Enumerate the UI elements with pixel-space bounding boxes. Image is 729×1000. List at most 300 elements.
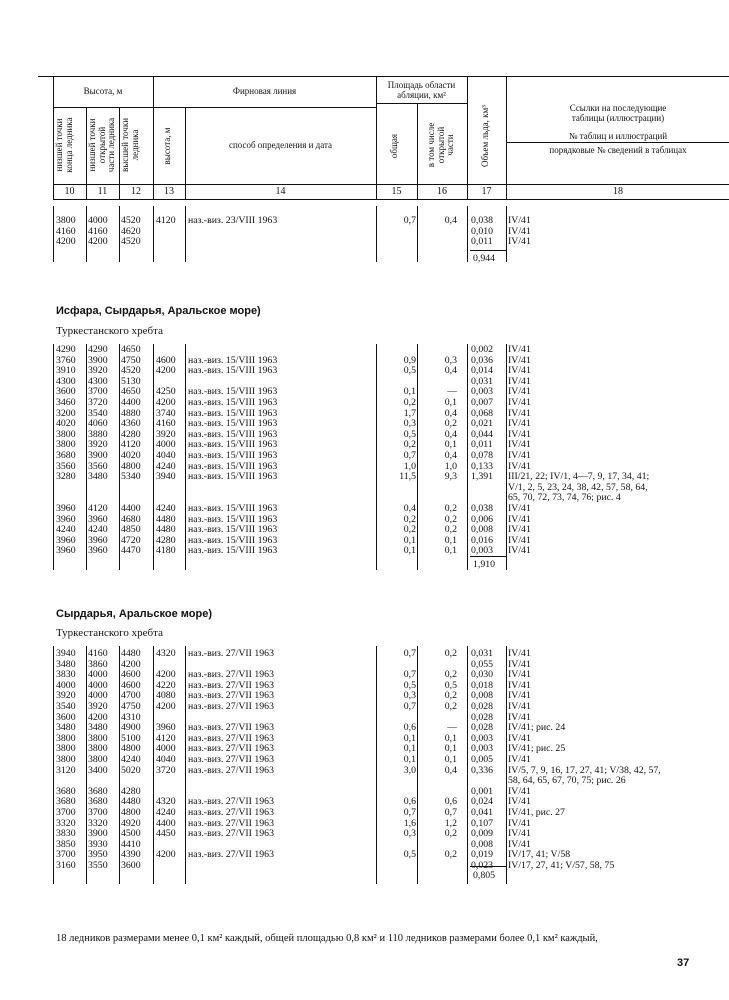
cell-col16: 0,4 [444, 407, 457, 419]
cell-col17: 0,028 [471, 701, 494, 712]
cell-col16: 0,4 [444, 365, 457, 377]
cell-col15: 0,2 [403, 524, 416, 536]
cell-col13: 4200 [156, 397, 176, 408]
cell-col10: 4240 [56, 524, 76, 536]
cell-col18: III/21, 22; IV/1, 4—7, 9, 17, 34, 41; [508, 471, 650, 483]
cell-col16: 0,2 [444, 690, 457, 702]
cell-col15: 0,5 [403, 428, 416, 440]
column-divider [417, 344, 418, 570]
cell-col16: 0,3 [444, 354, 457, 366]
cell-col15: 0,7 [403, 701, 416, 712]
cell-col13: 4240 [156, 807, 176, 818]
cell-col11: 3920 [88, 365, 108, 377]
table-row [0, 797, 729, 808]
table-row [0, 691, 729, 702]
cell-col16: 0,4 [444, 215, 457, 226]
cell-col10: 3830 [56, 669, 76, 681]
cell-col17: 0,336 [471, 764, 494, 776]
cell-col17: 0,078 [471, 450, 494, 461]
cell-col10: 3600 [56, 386, 76, 398]
table-row [0, 536, 729, 547]
cell-col13: 4400 [156, 817, 176, 829]
cell-col12: 4920 [121, 817, 141, 829]
cell-col13: 4280 [156, 534, 176, 546]
cell-col18: IV/41 [508, 418, 531, 430]
cell-col14: наз.-виз. 23/VIII 1963 [188, 215, 278, 226]
cell-col16: 0,2 [444, 513, 457, 525]
col-number: 16 [437, 186, 447, 197]
cell-col17: 0,007 [471, 397, 494, 408]
cell-col15: 0,7 [403, 648, 416, 659]
cell-col13: 4480 [156, 524, 176, 536]
block3-total: 0,805 [473, 870, 496, 881]
cell-col16: 0,2 [444, 669, 457, 681]
cell-col15: 0,5 [403, 849, 416, 861]
cell-col15: 0,3 [403, 828, 416, 840]
cell-col14: наз.-виз. 15/VIII 1963 [188, 460, 278, 472]
cell-col17: 0,006 [471, 513, 494, 525]
table-row [0, 387, 729, 398]
cell-col14: наз.-виз. 15/VIII 1963 [188, 524, 278, 536]
cell-col15: 0,4 [403, 503, 416, 514]
cell-col18: IV/41 [508, 524, 531, 536]
cell-col10: 3320 [56, 817, 76, 829]
cell-col18: IV/41 [508, 460, 531, 472]
cell-col11: 3550 [88, 860, 108, 871]
cell-col10: 4200 [56, 236, 76, 248]
cell-col11: 3680 [88, 796, 108, 808]
cell-col14: наз.-виз. 27/VII 1963 [188, 743, 274, 755]
cell-col17: 0,011 [471, 236, 493, 248]
cell-col15: 1,7 [403, 407, 416, 419]
cell-col16: 0,1 [444, 545, 457, 557]
cell-col15: 0,5 [403, 679, 416, 691]
col11-header: низшей точки открытой части ледника [87, 117, 116, 173]
cell-col11: 3800 [88, 732, 108, 744]
cell-col15: 11,5 [399, 471, 416, 483]
cell-col17: 1,391 [471, 471, 494, 483]
col-number: 17 [481, 186, 492, 197]
cell-col12: 4520 [121, 215, 141, 226]
cell-col11: 4240 [88, 524, 108, 536]
column-divider [153, 206, 154, 262]
firn-group-label: Фирновая линия [232, 86, 297, 96]
col-number: 13 [164, 186, 174, 197]
cell-col13: 3940 [156, 471, 176, 483]
cell-col11: 3680 [88, 785, 108, 797]
cell-col18: IV/41 [508, 658, 531, 670]
cell-col12: 4470 [121, 545, 141, 557]
cell-col15: 0,6 [403, 796, 416, 808]
cell-col16: 0,1 [444, 732, 457, 744]
cell-col13: 4180 [156, 545, 176, 557]
column-divider [185, 344, 186, 570]
cell-col12: 4850 [121, 524, 141, 536]
cell-col12: 4400 [121, 397, 141, 408]
cell-col11: 3960 [88, 534, 108, 546]
cell-col13: 4200 [156, 365, 176, 377]
cell-col10: 3800 [56, 215, 76, 226]
column-divider [86, 344, 87, 570]
cell-col18: IV/41 [508, 225, 531, 237]
cell-col15: 0,3 [403, 690, 416, 702]
col17-header: Объем льда, км³ [480, 105, 490, 167]
col-number: 18 [613, 186, 623, 197]
cell-col17: 0,028 [471, 711, 494, 723]
cell-col13: 4120 [156, 732, 176, 744]
cell-col11: 4000 [88, 669, 108, 681]
cell-col10: 3480 [56, 722, 76, 734]
cell-col18: IV/41 [508, 732, 531, 744]
cell-col18: IV/41 [508, 817, 531, 829]
column-divider [185, 646, 186, 884]
cell-col14: наз.-виз. 27/VII 1963 [188, 679, 274, 691]
cell-col13: 4450 [156, 828, 176, 840]
cell-col15: 0,9 [403, 354, 416, 366]
cell-col18: IV/41 [508, 344, 531, 355]
col10-header: низшей точки конца ледника [54, 117, 74, 173]
cell-col11: 3700 [88, 807, 108, 818]
column-divider [467, 344, 468, 570]
cell-col12: 4800 [121, 460, 141, 472]
cell-col13: 4250 [156, 386, 176, 398]
column-divider [119, 206, 120, 262]
cell-col10: 3480 [56, 658, 76, 670]
cell-col16: 0,4 [444, 428, 457, 440]
cell-col10: 3280 [56, 471, 76, 483]
col-number: 12 [131, 186, 141, 197]
cell-col18: IV/41; рис. 24 [508, 722, 566, 734]
cell-col10: 3460 [56, 397, 76, 408]
cell-col15: 1,0 [403, 460, 416, 472]
cell-col12: 5100 [121, 732, 141, 744]
column-divider [119, 344, 120, 570]
cell-col16: — [447, 386, 457, 398]
area-group-label-2: абляции, км² [397, 90, 446, 100]
table-row [0, 366, 729, 377]
cell-col14: наз.-виз. 27/VII 1963 [188, 764, 274, 776]
cell-col12: 4400 [121, 503, 141, 514]
cell-col18: IV/41 [508, 354, 531, 366]
cell-col12: 4520 [121, 365, 141, 377]
cell-col18: IV/41 [508, 545, 531, 557]
cell-col10: 3680 [56, 785, 76, 797]
height-group-label: Высота, м [83, 86, 123, 96]
cell-col13: 4200 [156, 669, 176, 681]
column-divider [153, 646, 154, 884]
cell-col11: 4000 [88, 679, 108, 691]
cell-col13: 3740 [156, 407, 176, 419]
cell-col10: 3800 [56, 732, 76, 744]
cell-col14: наз.-виз. 27/VII 1963 [188, 754, 274, 765]
table-row [0, 734, 729, 745]
cell-col17: 0,014 [471, 365, 494, 377]
cell-col15: 3,0 [403, 764, 416, 776]
cell-col14: наз.-виз. 15/VIII 1963 [188, 545, 278, 557]
cell-col12: 4240 [121, 754, 141, 765]
section3-subtitle: Туркестанского хребта [56, 627, 163, 639]
cell-col13: 4480 [156, 513, 176, 525]
cell-col17: 0,024 [471, 796, 494, 808]
cell-col10: 3200 [56, 407, 76, 419]
cell-col13: 4160 [156, 418, 176, 430]
table-row [0, 808, 729, 819]
cell-col10: 3800 [56, 743, 76, 755]
cell-col13: 4220 [156, 679, 176, 691]
cell-col12: 4600 [121, 669, 141, 681]
cell-col10: 3960 [56, 503, 76, 514]
column-divider [417, 206, 418, 262]
cell-col18: V/1, 2, 5, 23, 24, 38, 42, 57, 58, 64, [508, 481, 648, 493]
col12-header: высшей точки ледника [120, 117, 140, 173]
col15-header: общая [389, 133, 399, 159]
table-row [0, 419, 729, 430]
cell-col15: 0,7 [403, 807, 416, 818]
cell-col15: 0,2 [403, 439, 416, 451]
cell-col11: 4160 [88, 225, 108, 237]
cell-col10: 3600 [56, 711, 76, 723]
cell-col16: 0,4 [444, 764, 457, 776]
cell-col11: 3900 [88, 828, 108, 840]
cell-col11: 4000 [88, 690, 108, 702]
cell-col13: 4320 [156, 796, 176, 808]
table-row [0, 227, 729, 238]
cell-col12: 4360 [121, 418, 141, 430]
cell-col14: наз.-виз. 27/VII 1963 [188, 722, 274, 734]
table-row [0, 398, 729, 409]
cell-col18: IV/41 [508, 428, 531, 440]
cell-col14: наз.-виз. 27/VII 1963 [188, 807, 274, 818]
cell-col16: 0,4 [444, 450, 457, 461]
cell-col17: 0,068 [471, 407, 494, 419]
cell-col17: 0,133 [471, 460, 494, 472]
section2-subtitle: Туркестанского хребта [56, 325, 163, 337]
cell-col14: наз.-виз. 15/VIII 1963 [188, 534, 278, 546]
header-bottom-rule [53, 199, 729, 200]
cell-col18: IV/41 [508, 439, 531, 451]
cell-col13: 4000 [156, 439, 176, 451]
cell-col16: 0,1 [444, 754, 457, 765]
cell-col17: 0,019 [471, 849, 494, 861]
cell-col18: IV/41 [508, 375, 531, 387]
footnote: 18 ледников размерами менее 0,1 км² каждый, общей площадью 0,8 км² и 110 ледников размерами более 0,1 км² каждый, [56, 933, 598, 944]
cell-col11: 3860 [88, 658, 108, 670]
cell-col15: 1,6 [403, 817, 416, 829]
table-row [0, 356, 729, 367]
cell-col10: 4290 [56, 344, 76, 355]
cell-col18: 58, 64, 65, 67, 70, 75; рис. 26 [508, 775, 626, 787]
cell-col12: 4500 [121, 828, 141, 840]
cell-col11: 4060 [88, 418, 108, 430]
cell-col11: 3960 [88, 513, 108, 525]
cell-col18: IV/41 [508, 450, 531, 461]
header-mid-rule [53, 184, 729, 185]
col18-label-3: № таблиц и иллюстраций [568, 131, 668, 141]
cell-col16: 1,2 [444, 817, 457, 829]
table-row [0, 345, 729, 356]
table-row [0, 525, 729, 536]
cell-col12: 4480 [121, 648, 141, 659]
cell-col16: 0,2 [444, 648, 457, 659]
table-row [0, 670, 729, 681]
col18-label-1: Ссылки на последующие [569, 103, 667, 113]
cell-col11: 3320 [88, 817, 108, 829]
cell-col18: IV/41 [508, 679, 531, 691]
cell-col17: 0,038 [471, 215, 494, 226]
cell-col14: наз.-виз. 27/VII 1963 [188, 796, 274, 808]
cell-col18: IV/17, 27, 41; V/57, 58, 75 [508, 860, 615, 871]
cell-col18: IV/41 [508, 397, 531, 408]
cell-col11: 3950 [88, 849, 108, 861]
cell-col13: 4120 [156, 215, 176, 226]
table-row [0, 787, 729, 798]
cell-col17: 0,044 [471, 428, 494, 440]
cell-col18: IV/41, рис. 27 [508, 807, 565, 818]
cell-col15: 0,7 [403, 669, 416, 681]
col18-label-2: таблицы (иллюстрации) [571, 113, 665, 123]
cell-col18: IV/41 [508, 711, 531, 723]
cell-col16: 1,0 [444, 460, 457, 472]
column-divider [467, 646, 468, 884]
column-divider [86, 646, 87, 884]
cell-col16: 0,2 [444, 828, 457, 840]
cell-col13: 3960 [156, 722, 176, 734]
cell-col14: наз.-виз. 27/VII 1963 [188, 732, 274, 744]
cell-col13: 4240 [156, 460, 176, 472]
cell-col10: 3940 [56, 648, 76, 659]
cell-col11: 4120 [88, 503, 108, 514]
cell-col18: IV/41 [508, 785, 531, 797]
cell-col10: 4000 [56, 679, 76, 691]
cell-col18: IV/41 [508, 701, 531, 712]
cell-col13: 4000 [156, 743, 176, 755]
cell-col10: 3160 [56, 860, 76, 871]
cell-col18: IV/41 [508, 386, 531, 398]
cell-col10: 3800 [56, 439, 76, 451]
cell-col12: 4310 [121, 711, 141, 723]
cell-col11: 3720 [88, 397, 108, 408]
cell-col16: 0,2 [444, 701, 457, 712]
cell-col10: 3700 [56, 807, 76, 818]
cell-col17: 0,107 [471, 817, 494, 829]
cell-col17: 0,001 [471, 785, 494, 797]
cell-col17: 0,031 [471, 375, 494, 387]
column-divider [119, 646, 120, 884]
col-number: 15 [391, 186, 402, 197]
cell-col16: 0,2 [444, 849, 457, 861]
col14-header: способ определения и дата [228, 140, 333, 150]
cell-col16: 0,6 [444, 796, 457, 808]
cell-col14: наз.-виз. 27/VII 1963 [188, 817, 274, 829]
cell-col11: 3900 [88, 354, 108, 366]
cell-col16: 0,5 [444, 679, 457, 691]
cell-col14: наз.-виз. 15/VIII 1963 [188, 407, 278, 419]
cell-col12: 4620 [121, 225, 141, 237]
cell-col14: наз.-виз. 15/VIII 1963 [188, 418, 278, 430]
cell-col14: наз.-виз. 27/VII 1963 [188, 828, 274, 840]
cell-col11: 4160 [88, 648, 108, 659]
table-row [0, 216, 729, 227]
cell-col11: 3920 [88, 439, 108, 451]
cell-col17: 0,003 [471, 743, 494, 755]
table-row [0, 840, 729, 851]
cell-col13: 4080 [156, 690, 176, 702]
cell-col11: 3480 [88, 471, 108, 483]
cell-col16: 0,1 [444, 439, 457, 451]
column-divider [376, 206, 377, 262]
cell-col12: 4520 [121, 236, 141, 248]
cell-col13: 3920 [156, 428, 176, 440]
cell-col10: 3960 [56, 545, 76, 557]
col16-header: в том числе открытой части [426, 122, 455, 168]
section3-title: Сырдарья, Аральское море) [56, 608, 213, 620]
table-row [0, 850, 729, 861]
cell-col16: 9,3 [444, 471, 457, 483]
column-divider [53, 344, 54, 570]
cell-col13: 4040 [156, 450, 176, 461]
cell-col14: наз.-виз. 15/VIII 1963 [188, 471, 278, 483]
block1-total: 0,944 [473, 253, 496, 264]
cell-col16: 0,2 [444, 503, 457, 514]
column-divider [506, 344, 507, 570]
area-group-rule [376, 103, 467, 104]
cell-col17: 0,003 [471, 732, 494, 744]
cell-col18: 65, 70, 72, 73, 74, 76; рис. 4 [508, 492, 621, 504]
col18-label-4: порядковые № сведений в таблицах [549, 145, 687, 155]
column-divider [153, 344, 154, 570]
cell-col11: 3480 [88, 722, 108, 734]
cell-col14: наз.-виз. 15/VIII 1963 [188, 397, 278, 408]
cell-col14: наз.-виз. 27/VII 1963 [188, 849, 274, 861]
table-row [0, 776, 729, 787]
table-row [0, 702, 729, 713]
table-row [0, 755, 729, 766]
table-row [0, 377, 729, 388]
cell-col11: 4290 [88, 344, 108, 355]
cell-col15: 0,1 [403, 545, 416, 557]
cell-col17: 0,031 [471, 648, 494, 659]
column-divider [376, 344, 377, 570]
cell-col11: 3880 [88, 428, 108, 440]
header-top-rule [38, 76, 729, 77]
cell-col17: 0,041 [471, 807, 494, 818]
cell-col15: 0,1 [403, 534, 416, 546]
cell-col17: 0,036 [471, 354, 494, 366]
cell-col12: 4480 [121, 796, 141, 808]
cell-col11: 3540 [88, 407, 108, 419]
cell-col14: наз.-виз. 27/VII 1963 [188, 701, 274, 712]
cell-col12: 4650 [121, 344, 141, 355]
col13-header: высота, м [162, 127, 172, 165]
cell-col16: 0,1 [444, 397, 457, 408]
cell-col11: 3900 [88, 450, 108, 461]
cell-col14: наз.-виз. 15/VIII 1963 [188, 365, 278, 377]
cell-col12: 4700 [121, 690, 141, 702]
cell-col17: 0,003 [471, 545, 494, 557]
cell-col15: 0,5 [403, 365, 416, 377]
cell-col10: 3830 [56, 828, 76, 840]
cell-col10: 3120 [56, 764, 76, 776]
cell-col18: IV/41 [508, 513, 531, 525]
section2-title: Исфара, Сырдарья, Аральское море) [56, 305, 261, 317]
cell-col11: 3800 [88, 754, 108, 765]
cell-col17: 0,005 [471, 754, 494, 765]
cell-col18: IV/41 [508, 648, 531, 659]
cell-col17: 0,008 [471, 690, 494, 702]
cell-col11: 3930 [88, 838, 108, 850]
cell-col15: 0,1 [403, 754, 416, 765]
cell-col18: IV/41 [508, 407, 531, 419]
